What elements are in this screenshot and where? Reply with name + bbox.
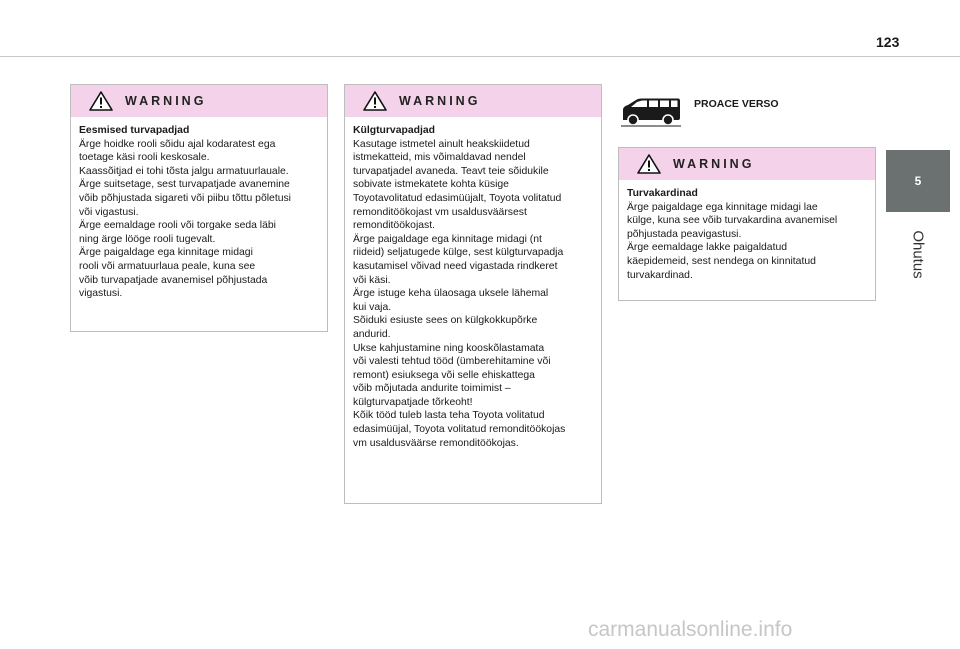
text-line: vigastusi. <box>79 288 123 300</box>
warning-label: WARNING <box>673 157 755 171</box>
text-line: Ärge eemaldage lakke paigaldatud <box>627 242 788 254</box>
text-line: remonditöökojast. <box>353 220 436 232</box>
warning-body <box>71 117 327 301</box>
text-line: Ärge eemaldage rooli või torgake seda läbi <box>79 220 276 232</box>
warning-title: Külgturvapadjad <box>353 125 435 136</box>
text-line: põhjustada peavigastusi. <box>627 228 742 240</box>
text-line: võib mõjutada andurite toimimist – <box>353 383 511 395</box>
text-line: vm usaldusväärse remonditöökojas. <box>353 437 519 449</box>
text-line: Kaassõitjad ei tohi tõsta jalgu armatuurlauale. <box>79 165 289 177</box>
warning-text <box>627 201 867 283</box>
text-line: külge, kuna see võib turvakardina avanemisel <box>627 215 838 227</box>
warning-box-curtain-airbags <box>618 147 876 301</box>
text-line: toetage käsi rooli keskosale. <box>79 152 210 164</box>
text-line: remont) esiuksega või selle ehiskattega <box>353 369 535 381</box>
text-line: võib põhjustada sigareti või piibu tõttu põletusi <box>79 192 291 204</box>
text-line: kui vaja. <box>353 301 392 313</box>
warning-header <box>71 85 327 117</box>
warning-triangle-icon <box>363 91 387 111</box>
text-line: sobivate istmekatete kohta küsige <box>353 179 509 191</box>
text-line: istmekatteid, mis võimaldavad nendel <box>353 152 526 164</box>
van-icon <box>620 95 682 127</box>
text-line: turvapatjadel avaneda. Teavt teie sõidukile <box>353 165 549 177</box>
warning-title: Eesmised turvapadjad <box>79 125 190 136</box>
watermark: carmanualsonline.info <box>588 618 793 641</box>
text-line: või käsi. <box>353 274 391 286</box>
warning-box-side-airbags <box>344 84 602 504</box>
top-divider <box>0 56 960 57</box>
text-line: edasimüüjal, Toyota volitatud remonditöökojas <box>353 424 566 436</box>
warning-body <box>345 117 601 450</box>
chapter-tab[interactable]: 5 <box>886 150 950 212</box>
text-line: Ärge paigaldage ega kinnitage midagi <box>79 247 253 259</box>
text-line: andurid. <box>353 328 391 340</box>
model-label: PROACE VERSO <box>694 98 779 110</box>
text-line: võib turvapatjade avanemisel põhjustada <box>79 274 268 286</box>
text-line: Ärge paigaldage ega kinnitage midagi lae <box>627 201 818 213</box>
warning-header <box>345 85 601 117</box>
text-line: remonditöökojast vm usaldusväärsest <box>353 206 527 218</box>
text-line: või valesti tehtud tööd (ümberehitamine või <box>353 356 551 368</box>
warning-triangle-icon <box>637 154 661 174</box>
warning-text <box>79 138 319 301</box>
warning-box-front-airbags <box>70 84 328 332</box>
text-line: rooli või armatuurlaua peale, kuna see <box>79 260 256 272</box>
chapter-title-text: Ohutus <box>909 229 927 279</box>
text-line: või vigastusi. <box>79 206 139 218</box>
text-line: Ukse kahjustamine ning kooskõlastamata <box>353 342 545 354</box>
page-number: 123 <box>876 34 900 50</box>
warning-header <box>619 148 875 180</box>
text-line: ning ärge lööge rooli tugevalt. <box>79 233 216 245</box>
text-line: külgturvapatjade tõrkeoht! <box>353 396 473 408</box>
warning-body <box>619 180 875 282</box>
text-line: Ärge istuge keha ülaosaga uksele lähemal <box>353 288 549 300</box>
text-line: Kasutage istmetel ainult heakskiidetud <box>353 138 530 150</box>
text-line: turvakardinad. <box>627 269 693 281</box>
text-line: Kõik tööd tuleb lasta teha Toyota volitatud <box>353 410 545 422</box>
warning-label: WARNING <box>399 94 481 108</box>
text-line: riideid) seljatugede külge, sest külgturvapadja <box>353 247 564 259</box>
text-line: käepidemeid, sest nendega on kinnitatud <box>627 255 816 267</box>
text-line: Sõiduki esiuste sees on külgkokkupõrke <box>353 315 538 327</box>
text-line: Ärge hoidke rooli sõidu ajal kodaratest ega <box>79 138 276 150</box>
warning-text <box>353 138 593 451</box>
text-line: kasutamisel võivad need vigastada rindkeret <box>353 260 558 272</box>
text-line: Ärge suitsetage, sest turvapatjade avanemine <box>79 179 290 191</box>
warning-label: WARNING <box>125 94 207 108</box>
warning-triangle-icon <box>89 91 113 111</box>
text-line: Toyotavolitatud edasimüüjalt, Toyota volitatud <box>353 192 562 204</box>
chapter-title <box>886 216 950 292</box>
text-line: Ärge paigaldage ega kinnitage midagi (nt <box>353 233 542 245</box>
warning-title: Turvakardinad <box>627 188 698 199</box>
